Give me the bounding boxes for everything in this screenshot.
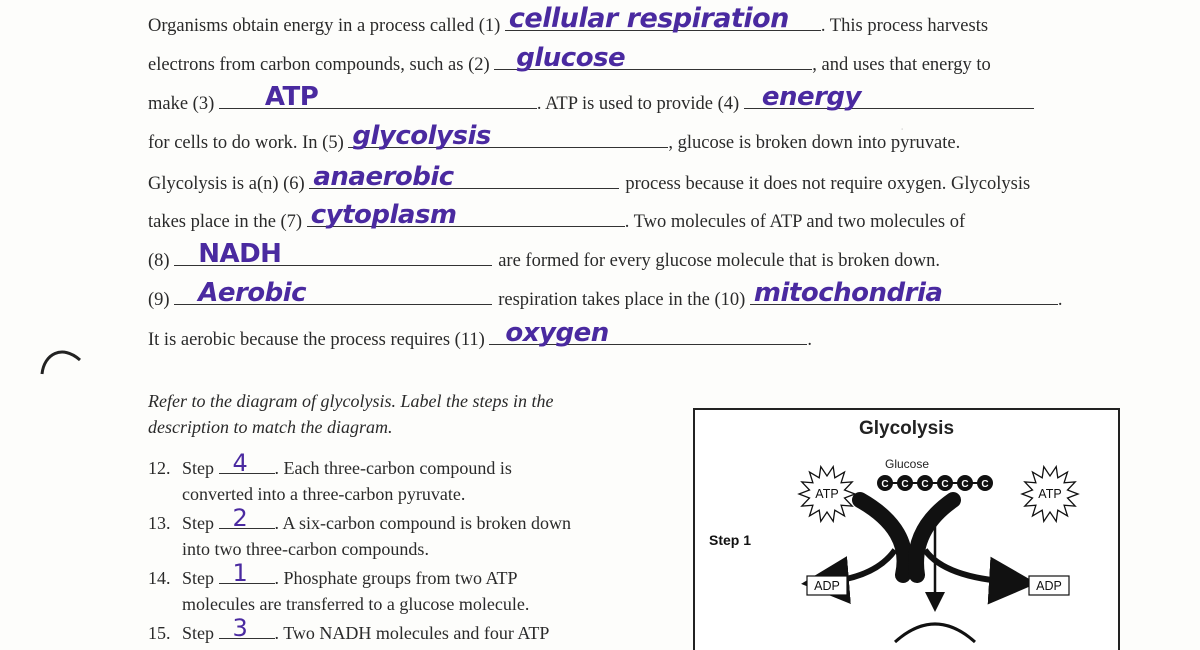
paragraph-line-6 xyxy=(148,200,966,234)
atp-starburst-left xyxy=(799,467,855,522)
paragraph-line-3 xyxy=(148,82,1034,116)
step-blank-12[interactable] xyxy=(219,449,275,477)
line-text: (9) xyxy=(148,290,175,310)
question-lead: Step xyxy=(182,568,215,588)
next-stage-shape xyxy=(895,624,975,642)
line-text: Organisms obtain energy in a process called (1) xyxy=(148,16,505,36)
line-text: . Two molecules of ATP and two molecules of xyxy=(624,212,966,232)
blank-2[interactable] xyxy=(494,43,812,73)
step-blank-15[interactable] xyxy=(219,614,275,642)
line-text: . This process harvests xyxy=(820,16,989,36)
question-text-cont: converted into a three-carbon pyruvate. xyxy=(182,484,466,504)
line-text: process because it does not require oxygen. Glycolysis xyxy=(625,174,1031,194)
question-text: . Each three-carbon compound is xyxy=(274,458,512,478)
paragraph-line-9 xyxy=(148,318,813,352)
line-text: Glycolysis is a(n) (6) xyxy=(148,174,310,194)
line-text: , and uses that energy to xyxy=(812,55,991,75)
question-lead: Step xyxy=(182,623,215,643)
glucose-label: Glucose xyxy=(884,457,930,471)
diagram-drawing xyxy=(695,410,1118,650)
adp-right-label: ADP xyxy=(1036,579,1062,593)
question-text-cont: into two three-carbon compounds. xyxy=(182,539,429,559)
answer-5: glycolysis xyxy=(352,121,491,151)
question-number: 13. xyxy=(148,513,171,533)
carbon-atom-label: C xyxy=(901,479,909,490)
line-text: electrons from carbon compounds, such as (2) xyxy=(148,55,495,75)
carbon-atom-label: C xyxy=(881,479,889,490)
arrow-to-adp-right xyxy=(925,550,1013,582)
question-text: . A six-carbon compound is broken down xyxy=(274,513,571,533)
diagram-instructions: Refer to the diagram of glycolysis. Label the steps in the description to match the diagram. xyxy=(148,391,554,437)
blank-6[interactable] xyxy=(309,162,619,192)
question-14 xyxy=(148,559,668,617)
line-text: , glucose is broken down into pyruvate. xyxy=(668,133,961,153)
paragraph-line-4 xyxy=(148,121,961,155)
line-text: takes place in the (7) xyxy=(148,212,307,232)
line-text: . xyxy=(1057,290,1063,310)
answer-8: NADH xyxy=(198,239,282,269)
answer-1: cellular respiration xyxy=(508,3,789,34)
answer-7: cytoplasm xyxy=(310,200,457,230)
answer-10: mitochondria xyxy=(753,278,943,308)
step-blank-14[interactable] xyxy=(219,559,275,587)
paragraph-line-2 xyxy=(148,43,991,77)
paragraph-line-7 xyxy=(148,239,940,273)
atp-left-label: ATP xyxy=(815,487,839,501)
blank-7[interactable] xyxy=(307,200,625,230)
diagram-title: Glycolysis xyxy=(858,418,955,439)
step-1-label: Step 1 xyxy=(709,532,752,548)
carbon-atom-label: C xyxy=(921,479,929,490)
line-text: for cells to do work. In (5) xyxy=(148,133,349,153)
answer-4: energy xyxy=(761,82,861,112)
answer-3: ATP xyxy=(264,82,319,112)
step-answer-15: 3 xyxy=(232,614,248,642)
question-15 xyxy=(148,614,668,646)
carbon-atom-label: C xyxy=(981,479,989,490)
blank-4[interactable] xyxy=(744,82,1034,112)
blank-11[interactable] xyxy=(489,318,807,348)
question-13 xyxy=(148,504,668,562)
adp-left-label: ADP xyxy=(814,579,840,593)
question-12 xyxy=(148,449,668,507)
line-text: are formed for every glucose molecule that is broken down. xyxy=(498,251,940,271)
blank-3[interactable] xyxy=(219,82,537,112)
glycolysis-diagram xyxy=(693,408,1120,650)
blank-8[interactable] xyxy=(174,239,492,269)
question-number: 12. xyxy=(148,458,171,478)
page-curl-mark xyxy=(38,340,82,380)
line-text: (8) xyxy=(148,251,175,271)
question-lead: Step xyxy=(182,513,215,533)
atp-starburst-right xyxy=(1022,467,1078,522)
question-number: 15. xyxy=(148,623,171,643)
line-text: It is aerobic because the process requires (11) xyxy=(148,330,490,350)
blank-5[interactable] xyxy=(348,121,668,151)
blank-1[interactable] xyxy=(505,3,821,34)
question-text: . Phosphate groups from two ATP xyxy=(274,568,518,588)
question-text-cont: molecules are transferred to a glucose molecule. xyxy=(182,594,530,614)
question-number: 14. xyxy=(148,568,171,588)
carbon-atom-label: C xyxy=(941,479,949,490)
glucose-carbon-chain xyxy=(877,475,993,491)
answer-9: Aerobic xyxy=(198,278,307,308)
answer-6: anaerobic xyxy=(313,162,454,192)
paragraph-line-5 xyxy=(148,162,1031,196)
ghost-bleed-text: . xyxy=(900,118,905,134)
step-answer-12: 4 xyxy=(232,449,248,477)
question-lead: Step xyxy=(182,458,215,478)
paragraph-line-1 xyxy=(148,3,989,38)
blank-9[interactable] xyxy=(174,278,492,308)
line-text: . xyxy=(807,330,813,350)
blank-10[interactable] xyxy=(750,278,1058,308)
answer-11: oxygen xyxy=(505,318,609,348)
line-text: . ATP is used to provide (4) xyxy=(536,94,744,114)
line-text: respiration takes place in the (10) xyxy=(498,290,750,310)
carbon-atom-label: C xyxy=(961,479,969,490)
step-answer-14: 1 xyxy=(232,559,248,587)
step-blank-13[interactable] xyxy=(219,504,275,532)
step-answer-13: 2 xyxy=(232,504,248,532)
atp-right-label: ATP xyxy=(1038,487,1062,501)
question-text: . Two NADH molecules and four ATP xyxy=(274,623,550,643)
line-text: make (3) xyxy=(148,94,219,114)
answer-2: glucose xyxy=(516,43,626,73)
paragraph-line-8 xyxy=(148,278,1063,312)
